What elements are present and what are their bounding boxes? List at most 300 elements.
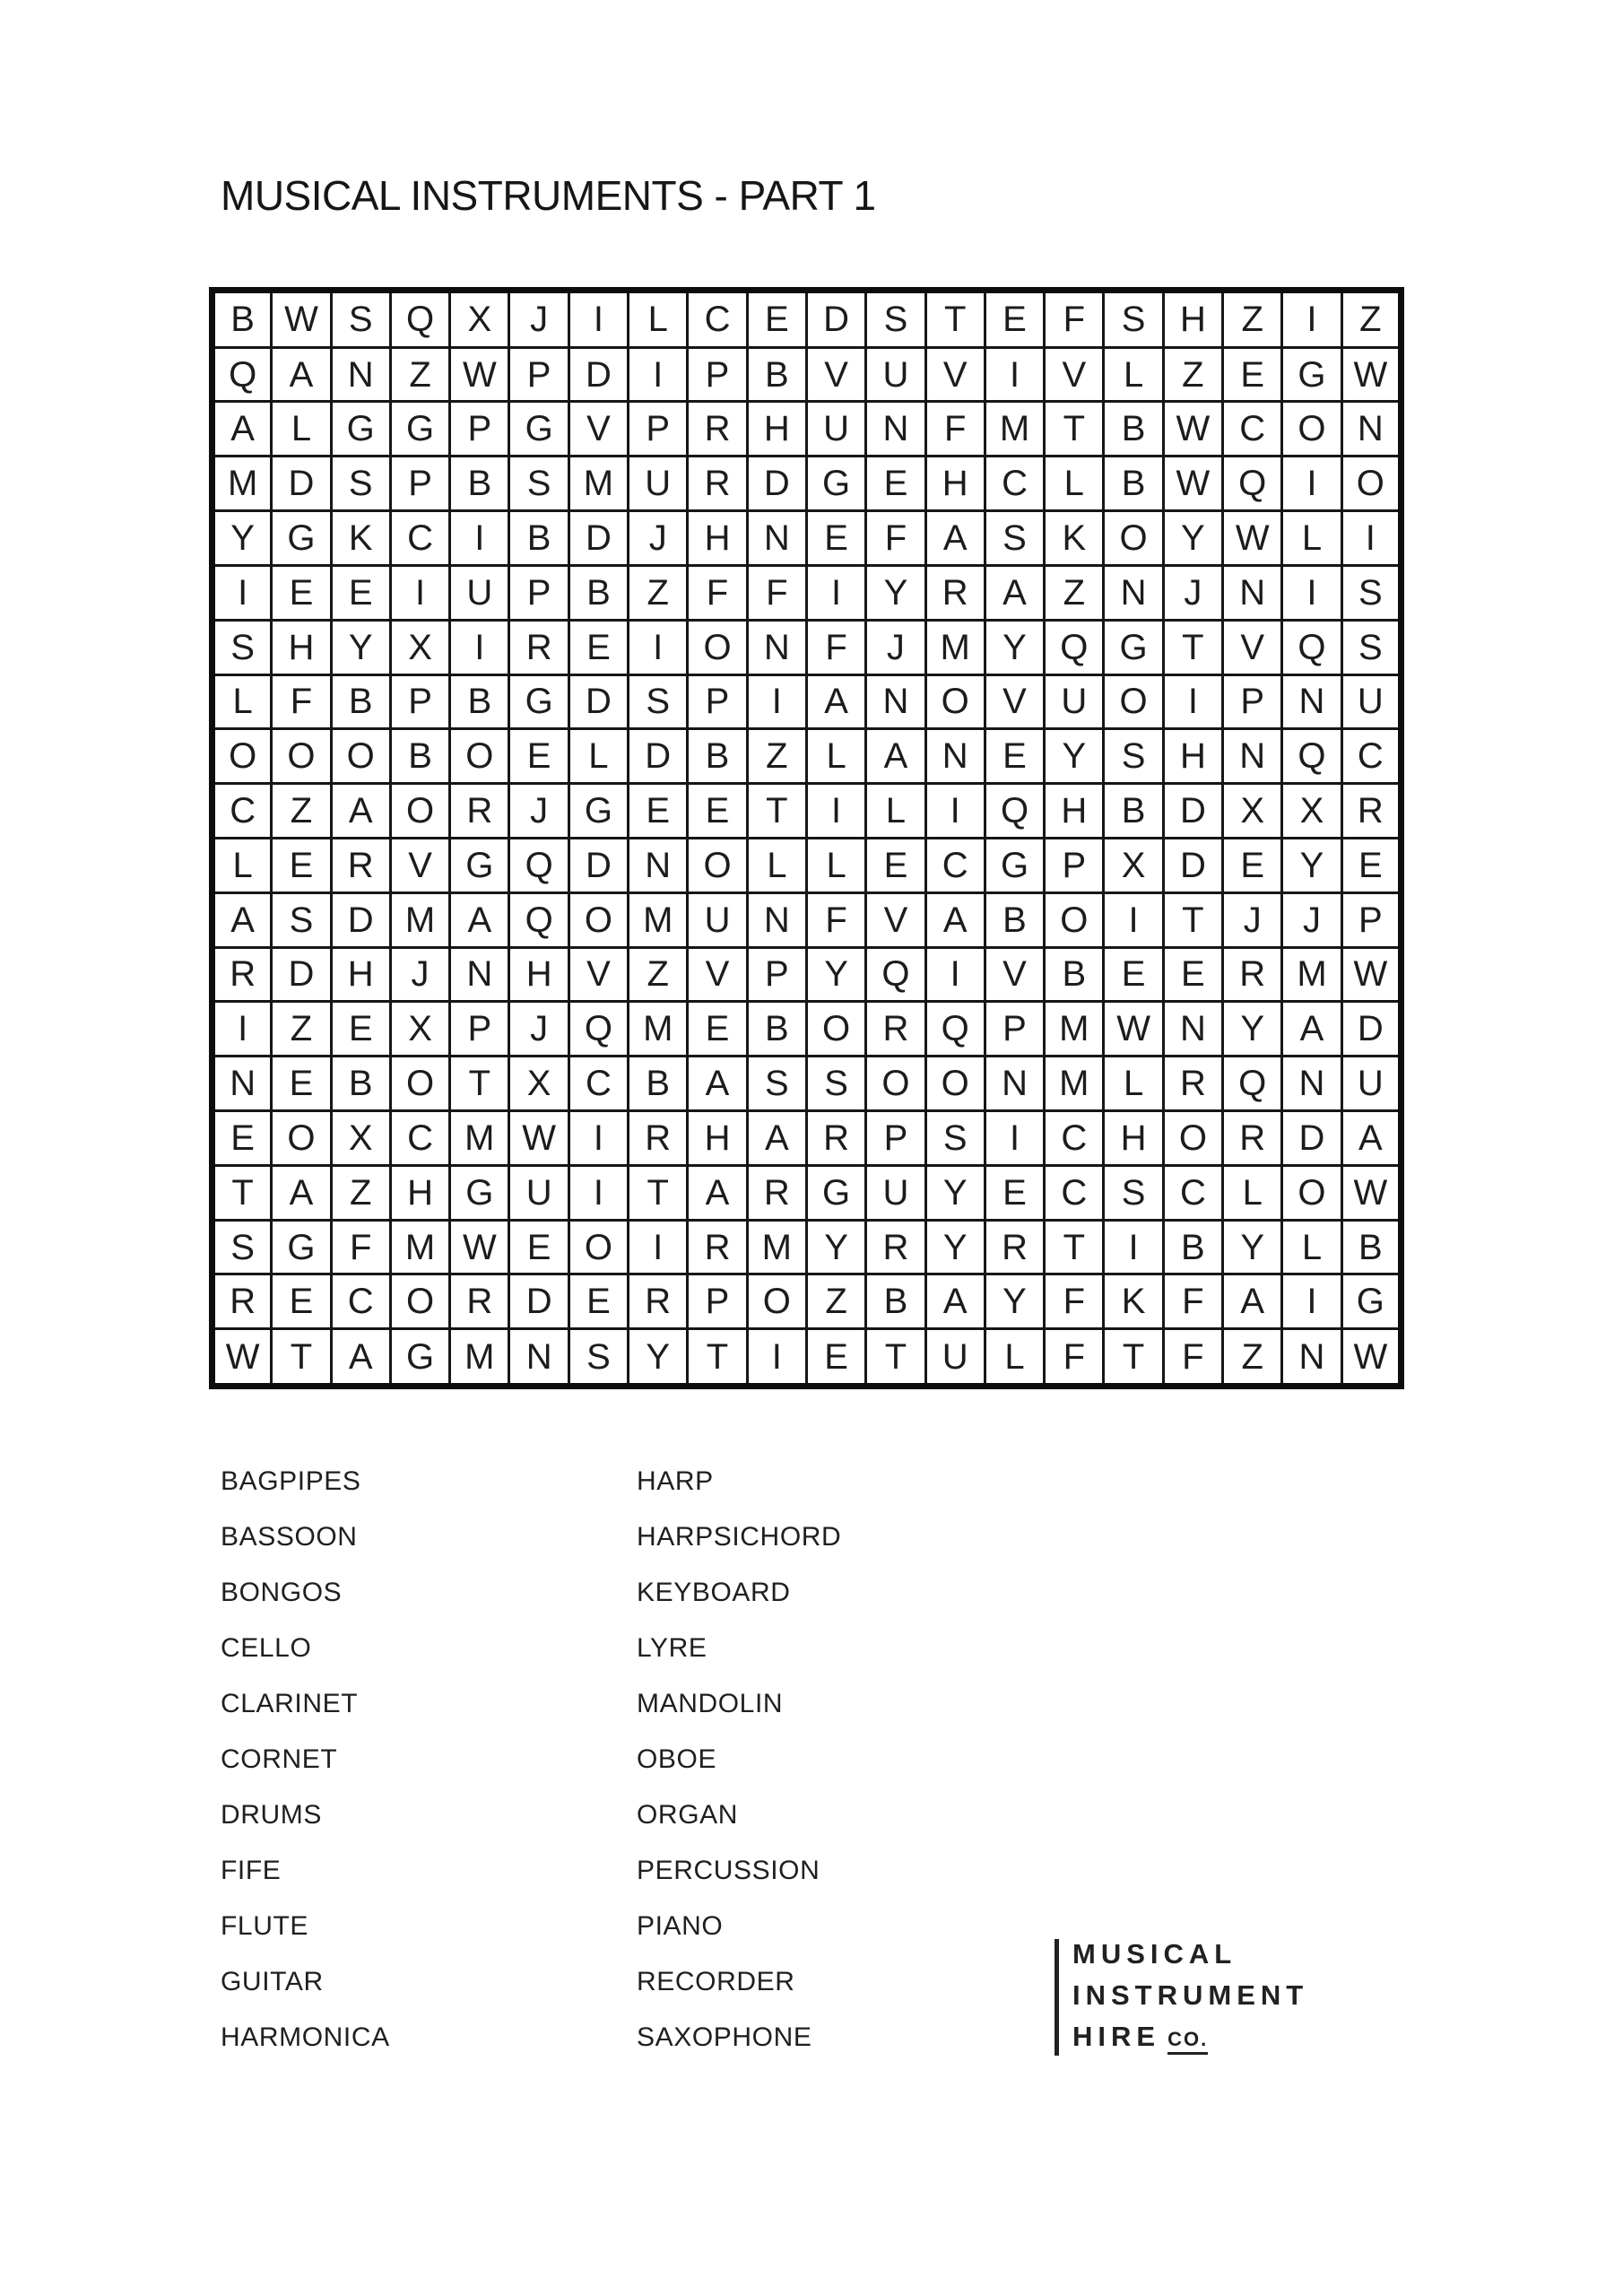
grid-cell: O	[1282, 402, 1341, 457]
grid-cell: L	[213, 838, 272, 892]
grid-cell: I	[568, 1165, 628, 1220]
grid-cell: G	[390, 402, 449, 457]
grid-cell: S	[1104, 1165, 1163, 1220]
grid-cell: Z	[806, 1274, 865, 1329]
grid-cell: I	[806, 784, 865, 839]
grid-cell: V	[1223, 620, 1282, 674]
grid-cell: R	[213, 1274, 272, 1329]
grid-cell: N	[925, 729, 985, 784]
grid-cell: H	[390, 1165, 449, 1220]
grid-cell: C	[390, 1111, 449, 1166]
grid-cell: R	[1223, 947, 1282, 1002]
grid-cell: K	[1104, 1274, 1163, 1329]
grid-cell: Q	[985, 784, 1044, 839]
grid-cell: L	[1104, 347, 1163, 402]
grid-cell: U	[925, 1329, 985, 1387]
grid-cell: I	[568, 291, 628, 348]
grid-cell: D	[747, 457, 806, 511]
grid-cell: G	[450, 1165, 509, 1220]
grid-cell: R	[450, 1274, 509, 1329]
grid-cell: N	[866, 674, 925, 729]
grid-cell: J	[1163, 565, 1222, 620]
grid-cell: O	[272, 1111, 331, 1166]
grid-cell: R	[925, 565, 985, 620]
grid-cell: R	[1163, 1057, 1222, 1111]
grid-cell: G	[390, 1329, 449, 1387]
word-item: CELLO	[221, 1633, 312, 1663]
grid-cell: N	[1341, 402, 1401, 457]
grid-cell: I	[1282, 291, 1341, 348]
grid-cell: A	[331, 1329, 390, 1387]
logo-text	[1072, 1934, 1308, 2057]
grid-cell: S	[985, 511, 1044, 566]
grid-cell: Y	[1223, 1002, 1282, 1057]
grid-cell: U	[688, 892, 747, 947]
grid-cell: P	[688, 674, 747, 729]
grid-cell: K	[331, 511, 390, 566]
grid-cell: W	[1104, 1002, 1163, 1057]
grid-cell: D	[1163, 838, 1222, 892]
grid-cell: D	[272, 947, 331, 1002]
grid-cell: E	[272, 565, 331, 620]
grid-cell: S	[331, 457, 390, 511]
grid-row	[213, 838, 1402, 892]
grid-cell: O	[272, 729, 331, 784]
grid-cell: S	[747, 1057, 806, 1111]
grid-cell: P	[450, 402, 509, 457]
grid-cell: W	[272, 291, 331, 348]
grid-cell: F	[1045, 1329, 1104, 1387]
grid-cell: Y	[1045, 729, 1104, 784]
grid-cell: B	[985, 892, 1044, 947]
grid-cell: L	[985, 1329, 1044, 1387]
logo-suffix-co: CO.	[1167, 2029, 1208, 2055]
grid-cell: E	[331, 1002, 390, 1057]
page-title: MUSICAL INSTRUMENTS - PART 1	[221, 172, 876, 219]
grid-cell: Y	[866, 565, 925, 620]
grid-cell: O	[331, 729, 390, 784]
grid-cell: B	[331, 674, 390, 729]
grid-cell: S	[806, 1057, 865, 1111]
grid-cell: A	[925, 892, 985, 947]
grid-cell: Q	[866, 947, 925, 1002]
grid-cell: Z	[1223, 1329, 1282, 1387]
word-item: HARMONICA	[221, 2022, 390, 2052]
grid-cell: Y	[806, 1220, 865, 1274]
word-item: RECORDER	[637, 1967, 795, 1996]
grid-cell: H	[1104, 1111, 1163, 1166]
grid-cell: D	[509, 1274, 568, 1329]
grid-cell: I	[806, 565, 865, 620]
grid-cell: Z	[629, 565, 688, 620]
grid-cell: M	[390, 892, 449, 947]
grid-cell: P	[866, 1111, 925, 1166]
grid-cell: I	[1282, 1274, 1341, 1329]
grid-cell: J	[1223, 892, 1282, 947]
grid-cell: P	[390, 674, 449, 729]
grid-cell: C	[568, 1057, 628, 1111]
grid-cell: R	[509, 620, 568, 674]
grid-cell: L	[747, 838, 806, 892]
grid-cell: S	[509, 457, 568, 511]
grid-row	[213, 1329, 1402, 1387]
grid-cell: B	[1104, 457, 1163, 511]
grid-cell: L	[806, 838, 865, 892]
grid-cell: G	[272, 511, 331, 566]
word-search-grid	[209, 287, 1404, 1389]
grid-cell: G	[1104, 620, 1163, 674]
grid-cell: N	[747, 511, 806, 566]
grid-cell: D	[568, 838, 628, 892]
grid-cell: I	[568, 1111, 628, 1166]
grid-cell: U	[509, 1165, 568, 1220]
grid-cell: H	[509, 947, 568, 1002]
grid-cell: F	[272, 674, 331, 729]
grid-cell: J	[866, 620, 925, 674]
grid-cell: W	[1223, 511, 1282, 566]
grid-cell: C	[1341, 729, 1401, 784]
grid-cell: X	[450, 291, 509, 348]
grid-cell: D	[568, 674, 628, 729]
grid-cell: V	[568, 947, 628, 1002]
grid-cell: B	[1341, 1220, 1401, 1274]
grid-cell: B	[688, 729, 747, 784]
grid-cell: J	[1282, 892, 1341, 947]
grid-cell: F	[925, 402, 985, 457]
grid-cell: V	[568, 402, 628, 457]
grid-cell: C	[1045, 1111, 1104, 1166]
grid-cell: Z	[629, 947, 688, 1002]
grid-cell: P	[688, 347, 747, 402]
grid-cell: A	[213, 892, 272, 947]
grid-cell: S	[1341, 620, 1401, 674]
grid-cell: Y	[925, 1165, 985, 1220]
grid-cell: A	[866, 729, 925, 784]
grid-cell: F	[747, 565, 806, 620]
logo-bar	[1055, 1939, 1059, 2056]
grid-cell: G	[568, 784, 628, 839]
grid-cell: O	[450, 729, 509, 784]
grid-cell: U	[866, 347, 925, 402]
word-item: BASSOON	[221, 1522, 358, 1552]
grid-cell: E	[806, 1329, 865, 1387]
grid-cell: E	[272, 838, 331, 892]
grid-body	[213, 291, 1402, 1387]
grid-cell: W	[509, 1111, 568, 1166]
grid-cell: E	[568, 620, 628, 674]
grid-cell: A	[1282, 1002, 1341, 1057]
word-item: MANDOLIN	[637, 1689, 784, 1718]
grid-cell: N	[450, 947, 509, 1002]
word-item: PERCUSSION	[637, 1856, 820, 1885]
grid-cell: Z	[390, 347, 449, 402]
grid-cell: R	[1341, 784, 1401, 839]
grid-cell: Q	[1282, 620, 1341, 674]
grid-cell: M	[213, 457, 272, 511]
grid-cell: B	[747, 1002, 806, 1057]
grid-cell: M	[985, 402, 1044, 457]
grid-cell: A	[688, 1165, 747, 1220]
grid-cell: V	[985, 947, 1044, 1002]
grid-cell: I	[985, 1111, 1044, 1166]
grid-cell: N	[1223, 565, 1282, 620]
grid-cell: E	[688, 784, 747, 839]
grid-cell: O	[1163, 1111, 1222, 1166]
grid-row	[213, 1111, 1402, 1166]
grid-cell: I	[747, 674, 806, 729]
grid-cell: I	[1104, 892, 1163, 947]
grid-cell: F	[1045, 291, 1104, 348]
grid-cell: O	[866, 1057, 925, 1111]
grid-cell: M	[1282, 947, 1341, 1002]
grid-cell: U	[866, 1165, 925, 1220]
grid-cell: G	[806, 1165, 865, 1220]
grid-cell: E	[985, 291, 1044, 348]
grid-row	[213, 1057, 1402, 1111]
grid-row	[213, 947, 1402, 1002]
grid-cell: P	[629, 402, 688, 457]
grid-cell: X	[1282, 784, 1341, 839]
grid-row	[213, 1165, 1402, 1220]
grid-cell: D	[568, 511, 628, 566]
grid-cell: Z	[272, 784, 331, 839]
grid-cell: C	[331, 1274, 390, 1329]
grid-cell: C	[1045, 1165, 1104, 1220]
grid-cell: P	[390, 457, 449, 511]
grid-cell: A	[1341, 1111, 1401, 1166]
grid-cell: Q	[213, 347, 272, 402]
word-item: HARP	[637, 1466, 714, 1496]
grid-cell: C	[1163, 1165, 1222, 1220]
grid-cell: H	[688, 511, 747, 566]
grid-cell: H	[688, 1111, 747, 1166]
grid-cell: U	[1341, 1057, 1401, 1111]
grid-cell: R	[985, 1220, 1044, 1274]
grid-cell: P	[747, 947, 806, 1002]
grid-cell: E	[568, 1274, 628, 1329]
grid-cell: A	[1223, 1274, 1282, 1329]
grid-cell: I	[1282, 565, 1341, 620]
grid-cell: N	[866, 402, 925, 457]
grid-cell: I	[1282, 457, 1341, 511]
grid-cell: E	[866, 457, 925, 511]
grid-cell: W	[450, 347, 509, 402]
grid-cell: M	[1045, 1057, 1104, 1111]
grid-cell: Z	[1045, 565, 1104, 620]
grid-cell: O	[747, 1274, 806, 1329]
grid-cell: Y	[1282, 838, 1341, 892]
grid-cell: N	[747, 620, 806, 674]
grid-cell: F	[866, 511, 925, 566]
grid-cell: E	[272, 1274, 331, 1329]
grid-cell: A	[331, 784, 390, 839]
grid-cell: S	[925, 1111, 985, 1166]
grid-cell: O	[390, 784, 449, 839]
grid-cell: V	[1045, 347, 1104, 402]
grid-cell: P	[509, 565, 568, 620]
grid-cell: S	[272, 892, 331, 947]
grid-cell: L	[1282, 1220, 1341, 1274]
grid-cell: B	[331, 1057, 390, 1111]
grid-cell: H	[1045, 784, 1104, 839]
grid-cell: P	[509, 347, 568, 402]
grid-cell: P	[1341, 892, 1401, 947]
grid-cell: T	[450, 1057, 509, 1111]
grid-cell: H	[925, 457, 985, 511]
grid-cell: E	[806, 511, 865, 566]
grid-cell: D	[1163, 784, 1222, 839]
grid-cell: M	[925, 620, 985, 674]
grid-row	[213, 674, 1402, 729]
grid-cell: N	[985, 1057, 1044, 1111]
grid-cell: X	[1223, 784, 1282, 839]
grid-cell: E	[509, 1220, 568, 1274]
grid-cell: L	[806, 729, 865, 784]
grid-cell: B	[1163, 1220, 1222, 1274]
grid-cell: C	[213, 784, 272, 839]
grid-row	[213, 402, 1402, 457]
grid-cell: U	[1045, 674, 1104, 729]
grid-cell: W	[1341, 347, 1401, 402]
grid-cell: I	[925, 947, 985, 1002]
grid-cell: Y	[1223, 1220, 1282, 1274]
grid-cell: O	[568, 892, 628, 947]
word-item: ORGAN	[637, 1800, 739, 1830]
grid-cell: Q	[390, 291, 449, 348]
grid-cell: V	[985, 674, 1044, 729]
grid-cell: B	[509, 511, 568, 566]
grid-cell: D	[629, 729, 688, 784]
grid-cell: E	[1341, 838, 1401, 892]
grid-cell: G	[1282, 347, 1341, 402]
grid-cell: O	[806, 1002, 865, 1057]
grid-cell: W	[1341, 1329, 1401, 1387]
grid-cell: F	[1163, 1274, 1222, 1329]
grid-cell: R	[450, 784, 509, 839]
word-item: BAGPIPES	[221, 1466, 361, 1496]
grid-cell: M	[1045, 1002, 1104, 1057]
grid-cell: G	[985, 838, 1044, 892]
grid-cell: B	[213, 291, 272, 348]
grid-cell: C	[985, 457, 1044, 511]
grid-cell: V	[866, 892, 925, 947]
grid-cell: O	[1341, 457, 1401, 511]
grid-cell: G	[509, 674, 568, 729]
grid-cell: O	[1104, 674, 1163, 729]
grid-row	[213, 1274, 1402, 1329]
word-item: DRUMS	[221, 1800, 322, 1830]
grid-cell: Q	[509, 892, 568, 947]
logo-hire-label: HIRE	[1072, 2021, 1161, 2052]
grid-cell: M	[450, 1111, 509, 1166]
grid-cell: I	[629, 1220, 688, 1274]
grid-cell: B	[1045, 947, 1104, 1002]
grid-cell: X	[390, 620, 449, 674]
grid-cell: I	[629, 347, 688, 402]
grid-cell: E	[985, 1165, 1044, 1220]
grid-row	[213, 620, 1402, 674]
grid-cell: O	[1104, 511, 1163, 566]
grid-cell: P	[1045, 838, 1104, 892]
grid-cell: L	[629, 291, 688, 348]
grid-cell: N	[1104, 565, 1163, 620]
grid-cell: D	[331, 892, 390, 947]
grid-cell: I	[985, 347, 1044, 402]
grid-cell: E	[747, 291, 806, 348]
grid-cell: N	[1223, 729, 1282, 784]
grid-cell: Z	[272, 1002, 331, 1057]
grid-cell: E	[272, 1057, 331, 1111]
grid-cell: N	[1282, 674, 1341, 729]
logo-line-instrument: INSTRUMENT	[1072, 1979, 1309, 2011]
grid-cell: C	[688, 291, 747, 348]
grid-cell: H	[1163, 729, 1222, 784]
grid-cell: B	[747, 347, 806, 402]
grid-cell: O	[390, 1057, 449, 1111]
grid-cell: K	[1045, 511, 1104, 566]
grid-cell: Q	[1223, 1057, 1282, 1111]
grid-cell: N	[747, 892, 806, 947]
grid-cell: N	[1282, 1057, 1341, 1111]
grid-cell: U	[450, 565, 509, 620]
grid-cell: L	[1223, 1165, 1282, 1220]
grid-cell: D	[568, 347, 628, 402]
grid-cell: C	[925, 838, 985, 892]
word-item: BONGOS	[221, 1578, 343, 1607]
grid-cell: T	[925, 291, 985, 348]
grid-cell: W	[213, 1329, 272, 1387]
grid-row	[213, 1220, 1402, 1274]
grid-cell: R	[213, 947, 272, 1002]
word-item: CLARINET	[221, 1689, 359, 1718]
grid-cell: Z	[1163, 347, 1222, 402]
grid-cell: D	[1341, 1002, 1401, 1057]
grid-cell: L	[1045, 457, 1104, 511]
grid-cell: J	[509, 784, 568, 839]
grid-cell: L	[1282, 511, 1341, 566]
grid-cell: T	[866, 1329, 925, 1387]
grid-cell: W	[1341, 947, 1401, 1002]
grid-cell: I	[1163, 674, 1222, 729]
grid-cell: R	[331, 838, 390, 892]
grid-cell: J	[390, 947, 449, 1002]
grid-cell: U	[806, 402, 865, 457]
word-item: FLUTE	[221, 1911, 309, 1941]
word-list-right	[637, 1454, 1013, 2066]
grid-cell: O	[925, 674, 985, 729]
grid-cell: T	[272, 1329, 331, 1387]
grid-cell: J	[629, 511, 688, 566]
grid-cell: D	[806, 291, 865, 348]
grid-cell: F	[331, 1220, 390, 1274]
grid-cell: N	[1163, 1002, 1222, 1057]
word-item: HARPSICHORD	[637, 1522, 842, 1552]
grid-cell: I	[213, 565, 272, 620]
grid-cell: I	[213, 1002, 272, 1057]
grid-cell: E	[1163, 947, 1222, 1002]
grid-row	[213, 347, 1402, 402]
grid-cell: T	[1163, 892, 1222, 947]
grid-row	[213, 1002, 1402, 1057]
grid-cell: T	[629, 1165, 688, 1220]
grid-cell: D	[272, 457, 331, 511]
grid-cell: I	[1341, 511, 1401, 566]
grid-cell: I	[629, 620, 688, 674]
grid-cell: N	[1282, 1329, 1341, 1387]
grid-row	[213, 565, 1402, 620]
grid-cell: O	[688, 620, 747, 674]
grid-cell: G	[806, 457, 865, 511]
